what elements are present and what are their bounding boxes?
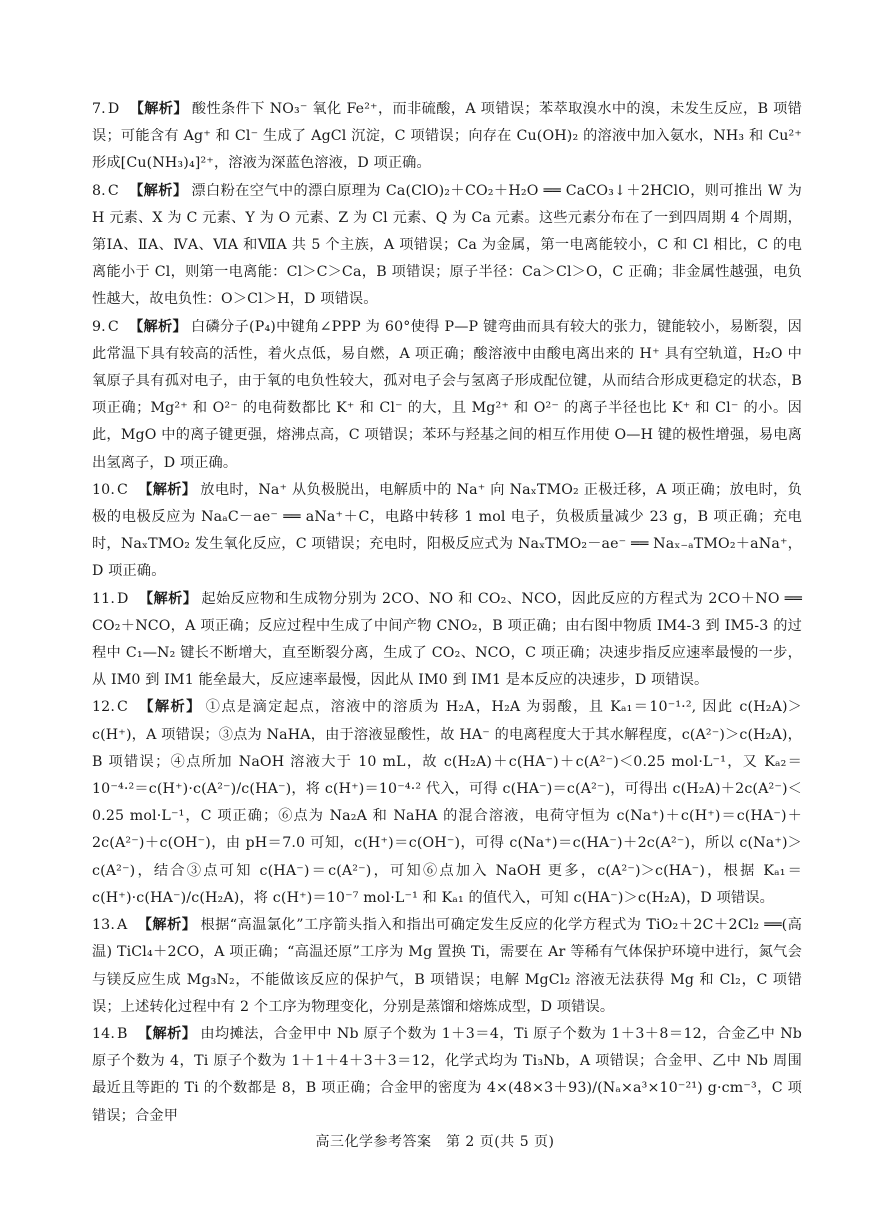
item-number: 8.	[92, 182, 106, 199]
item-number: 12.	[92, 699, 116, 716]
item-answer: D	[107, 101, 120, 117]
analysis-text: 根据“高温氯化”工序箭头指入和指出可确定发生反应的化学方程式为 TiO₂＋2C＋2Cl₂ ══(高温) TiCl₄＋2CO，A 项正确；“高温还原”工序为 Mg 置换 Ti，需要在 Ar 等稀有气体保护环境中进行，氮气会与镁反应生成 Mg₃N₂，不能做该反应的保护气，B 项错误；电解 MgCl₂ 溶液无法获得 Mg 和 Cl₂，C 项错误；上述转化过程中有 2 个工序为物理变化，分别是蒸馏和熔炼成型，D 项错误。	[92, 917, 802, 1015]
analysis-tag: 【解析】	[128, 318, 188, 335]
analysis-tag: 【解析】	[129, 101, 188, 117]
item-answer: D	[117, 590, 129, 607]
answer-item-11	[92, 586, 802, 695]
analysis-text: 酸性条件下 NO₃⁻ 氧化 Fe²⁺，而非硫酸，A 项错误；苯萃取溴水中的溴，未发生反应，B 项错误；可能含有 Ag⁺ 和 Cl⁻ 生成了 AgCl 沉淀，C 项错误；向存在 Cu(OH)₂ 的溶液中加入氨水，NH₃ 和 Cu²⁺ 形成[Cu(NH₃)₄]²⁺，溶液为深蓝色溶液，D 项正确。	[92, 101, 802, 172]
analysis-text: ①点是滴定起点，溶液中的溶质为 H₂A，H₂A 为弱酸，且 Kₐ₁＝10⁻¹·², 因此 c(H₂A)＞c(H⁺)，A 项错误；③点为 NaHA，由于溶液显酸性，故 HA⁻ 的电离程度大于其水解程度，c(A²⁻)＞c(H₂A)，B 项错误；④点所加 NaOH 溶液大于 10 mL，故 c(H₂A)＋c(HA⁻)＋c(A²⁻)＜0.25 mol·L⁻¹，又 Kₐ₂＝10⁻⁴·²＝c(H⁺)·c(A²⁻)/c(HA⁻)，将 c(H⁺)＝10⁻⁴·² 代入，可得 c(HA⁻)＝c(A²⁻)，可得出 c(H₂A)＋2c(A²⁻)＜0.25 mol·L⁻¹，C 项正确；⑥点为 Na₂A 和 NaHA 的混合溶液，电荷守恒为 c(Na⁺)＋c(H⁺)＝c(HA⁻)＋2c(A²⁻)＋c(OH⁻)，由 pH＝7.0 可知，c(H⁺)＝c(OH⁻)，可得 c(Na⁺)＝c(HA⁻)＋2c(A²⁻)，所以 c(Na⁺)＞c(A²⁻)，结合③点可知 c(HA⁻)＝c(A²⁻)，可知⑥点加入 NaOH 更多，c(A²⁻)＞c(HA⁻)，根据 Kₐ₁＝c(H⁺)·c(HA⁻)/c(H₂A)，将 c(H⁺)＝10⁻⁷ mol·L⁻¹ 和 Kₐ₁ 的值代入，可知 c(HA⁻)＞c(H₂A)，D 项错误。	[92, 699, 802, 906]
answer-item-13	[92, 912, 802, 1021]
item-number: 14.	[92, 1025, 116, 1042]
item-number: 9.	[92, 318, 106, 335]
answer-item-9	[92, 314, 802, 477]
analysis-tag: 【解析】	[128, 182, 188, 199]
answer-list	[92, 96, 802, 1130]
analysis-tag: 【解析】	[137, 1025, 197, 1042]
analysis-text: 放电时，Na⁺ 从负极脱出，电解质中的 Na⁺ 向 NaₓTMO₂ 正极迁移，A 项正确；放电时，负极的电极反应为 NaₐC－ae⁻ ══ aNa⁺＋C，电路中转移 1 mol 电子，负极质量减少 23 g，B 项正确；充电时，NaₓTMO₂ 发生氧化反应，C 项错误；充电时，阳极反应式为 NaₓTMO₂－ae⁻ ══ Naₓ₋ₐTMO₂＋aNa⁺，D 项正确。	[92, 481, 802, 580]
item-answer: B	[117, 1025, 128, 1042]
answer-item-7	[92, 96, 802, 178]
page-footer: 高三化学参考答案 第 2 页(共 5 页)	[315, 1134, 555, 1150]
item-answer: A	[117, 917, 128, 934]
analysis-tag: 【解析】	[138, 699, 202, 716]
analysis-text: 白磷分子(P₄)中键角∠PPP 为 60°使得 P—P 键弯曲而具有较大的张力，键能较小，易断裂，因此常温下具有较高的活性，着火点低，易自燃，A 项正确；酸溶液中由酸电离出来的 H⁺ 具有空轨道，H₂O 中氧原子具有孤对电子，由于氧的电负性较大，孤对电子会与氢离子形成配位键，从而结合形成更稳定的状态，B 项正确；Mg²⁺ 和 O²⁻ 的电荷数都比 K⁺ 和 Cl⁻ 的大，且 Mg²⁺ 和 O²⁻ 的离子半径也比 K⁺ 和 Cl⁻ 的小。因此，MgO 中的离子键更强，熔沸点高，C 项错误；苯环与羟基之间的相互作用使 O—H 键的极性增强，易电离出氢离子，D 项正确。	[92, 318, 802, 471]
item-answer: C	[107, 182, 119, 199]
item-answer: C	[107, 318, 119, 335]
analysis-tag: 【解析】	[137, 917, 197, 934]
item-number: 11.	[92, 590, 116, 607]
item-answer: C	[117, 699, 129, 716]
answer-item-8	[92, 178, 802, 314]
analysis-text: 由均摊法，合金甲中 Nb 原子个数为 1＋3＝4，Ti 原子个数为 1＋3＋8＝12，合金乙中 Nb 原子个数为 4，Ti 原子个数为 1＋1＋4＋3＋3＝12，化学式均为 Ti₃Nb，A 项错误；合金甲、乙中 Nb 周围最近且等距的 Ti 的个数都是 8，B 项正确；合金甲的密度为 4×(48×3＋93)/(Nₐ×a³×10⁻²¹) g·cm⁻³，C 项错误；合金甲	[92, 1025, 802, 1124]
item-answer: C	[117, 481, 129, 498]
answer-item-14	[92, 1021, 802, 1130]
analysis-tag: 【解析】	[138, 590, 198, 607]
item-number: 7.	[92, 101, 106, 117]
item-number: 13.	[92, 917, 116, 934]
analysis-text: 起始反应物和生成物分别为 2CO、NO 和 CO₂、NCO，因此反应的方程式为 2CO＋NO ══ CO₂＋NCO，A 项正确；反应过程中生成了中间产物 CNO₂，B 项正确；由右图中物质 IM4-3 到 IM5-3 的过程中 C₁—N₂ 键长不断增大，直至断裂分离，生成了 CO₂、NCO，C 项正确；决速步指反应速率最慢的一步，从 IM0 到 IM1 能垒最大，反应速率最慢，因此从 IM0 到 IM1 是本反应的决速步，D 项错误。	[92, 590, 802, 689]
item-number: 10.	[92, 481, 116, 498]
analysis-text: 漂白粉在空气中的漂白原理为 Ca(ClO)₂＋CO₂＋H₂O ══ CaCO₃↓＋2HClO，则可推出 W 为 H 元素、X 为 C 元素、Y 为 O 元素、Z 为 Cl 元素、Q 为 Ca 元素。这些元素分布在了一到四周期 4 个周期，第ⅠA、ⅡA、ⅣA、ⅥA 和ⅦA 共 5 个主族，A 项错误；Ca 为金属，第一电离能较小，C 和 Cl 相比，C 的电离能小于 Cl，则第一电离能：Cl＞C＞Ca，B 项错误；原子半径：Ca＞Cl＞O，C 正确；非金属性越强，电负性越大，故电负性：O＞Cl＞H，D 项错误。	[92, 182, 802, 308]
answer-item-10	[92, 477, 802, 586]
analysis-tag: 【解析】	[138, 481, 197, 498]
answer-item-12	[92, 694, 802, 912]
